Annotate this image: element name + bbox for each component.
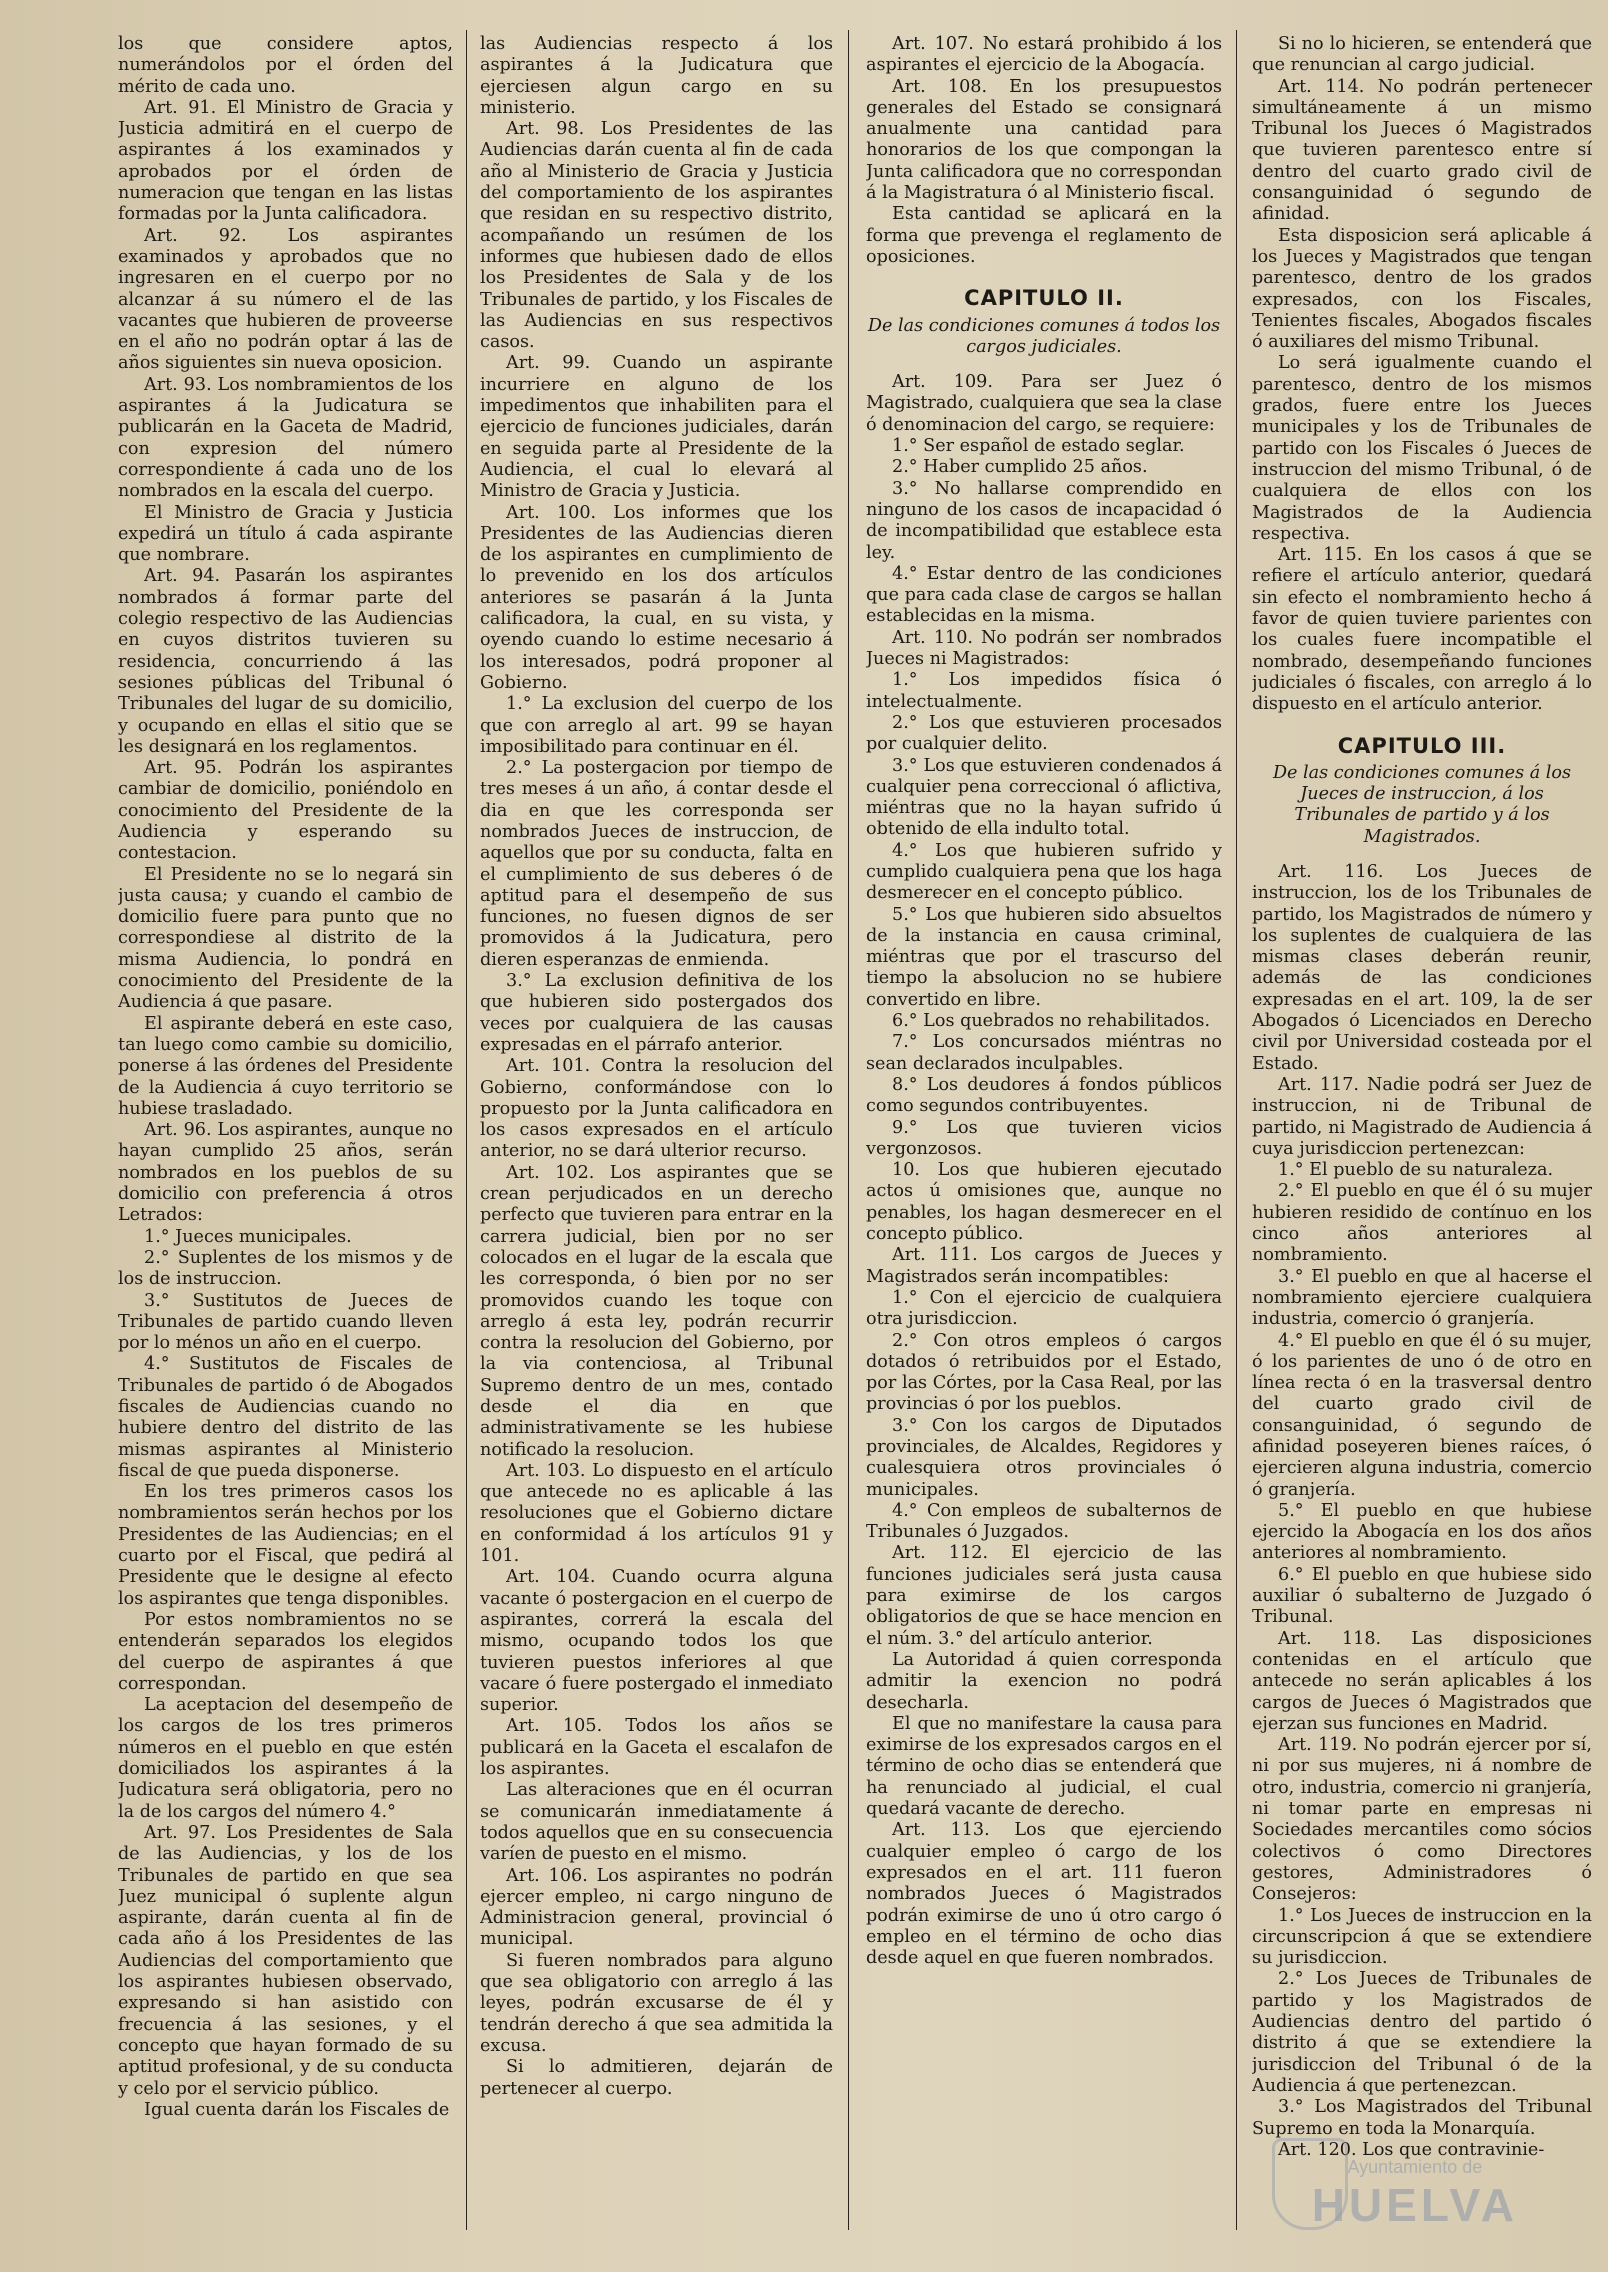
paragraph: Art. 116. Los Jueces de instruccion, los de los Tribunales de partido, los Magistrados de número y los suplentes de cualquiera de las mismas clases deberán reunir, además de las condiciones expresadas en el art. 109, la de ser Abogados ó Licenciados en Derecho civil por Universidad costeada por el Estado.	[1252, 861, 1592, 1074]
paragraph: Si fueren nombrados para alguno que sea obligatorio con arreglo á las leyes, podrán excusarse de él y tendrán derecho á que sea admitida la excusa.	[480, 1950, 833, 2056]
paragraph: Art. 93. Los nombramientos de los aspirantes á la Judicatura se publicarán en la Gaceta de Madrid, con expresion del número correspondiente á cada uno de los nombrados en la escala del cuerpo.	[118, 374, 453, 502]
paragraph: 5.° Los que hubieren sido absueltos de la instancia en causa criminal, miéntras que por el trascurso del tiempo la absolucion no se hubiere convertido en libre.	[866, 904, 1222, 1010]
paragraph: Por estos nombramientos no se entenderán separados los elegidos del cuerpo de aspirantes á que correspondan.	[118, 1609, 453, 1694]
paragraph: En los tres primeros casos los nombramientos serán hechos por los Presidentes de las Audiencias; en el cuarto por el Fiscal, que pedirá al Presidente que le designe al efecto los aspirantes que tenga disponibles.	[118, 1482, 453, 1609]
chapter-subtitle: De las condiciones comunes á los Jueces de instruccion, á los Tribunales de partido y á los Magistrados.	[1272, 762, 1572, 847]
paragraph: El Ministro de Gracia y Justicia expedirá un título á cada aspirante que nombrare.	[118, 502, 453, 566]
column-rule-3	[1236, 30, 1237, 2230]
paragraph: 3.° Sustitutos de Jueces de Tribunales de partido cuando lleven por lo ménos un año en el cuerpo.	[118, 1290, 453, 1354]
paragraph: 1.° Los Jueces de instruccion en la circunscripcion á que se extendiere su jurisdiccion.	[1252, 1905, 1592, 1969]
text-column-3	[866, 34, 1222, 2254]
paragraph: Art. 120. Los que contravinie-	[1278, 2139, 1545, 2160]
paragraph: 4.° Estar dentro de las condiciones que para cada clase de cargos se hallan establecidas en la misma.	[866, 563, 1222, 627]
paragraph: Art. 96. Los aspirantes, aunque no hayan cumplido 25 años, serán nombrados en los pueblos de su domicilio con preferencia á otros Letrados:	[118, 1120, 453, 1226]
paragraph: 3.° No hallarse comprendido en ninguno de los casos de incapacidad ó de incompatibilidad que establece esta ley.	[866, 478, 1222, 563]
text-column-4	[1252, 34, 1592, 2254]
paragraph: Art. 94. Pasarán los aspirantes nombrados á formar parte del colegio respectivo de las Audiencias en cuyos distritos tuvieren su residencia, concurriendo á las sesiones públicas del Tribunal ó Tribunales del lugar de su domicilio, y ocupando en ellas el sitio que se les designará en los reglamentos.	[118, 566, 453, 757]
paragraph: 1.° Los impedidos física ó intelectualmente.	[866, 670, 1222, 712]
paragraph: los que considere aptos, numerándolos por el órden del mérito de cada uno.	[118, 34, 453, 97]
paragraph: 6.° El pueblo en que hubiese sido auxiliar ó subalterno de Juzgado ó Tribunal.	[1252, 1564, 1592, 1628]
column-rule-2	[848, 30, 849, 2230]
paragraph: 3.° Con los cargos de Diputados provinciales, de Alcaldes, Regidores y cualesquiera otros provinciales ó municipales.	[866, 1415, 1222, 1500]
paragraph: Art. 107. No estará prohibido á los aspirantes el ejercicio de la Abogacía.	[866, 34, 1222, 76]
paragraph: 4.° Los que hubieren sufrido y cumplido cualquiera pena que los haga desmerecer en el concepto público.	[866, 840, 1222, 904]
paragraph: La Autoridad á quien corresponda admitir la exencion no podrá desecharla.	[866, 1649, 1222, 1713]
paragraph: 7.° Los concursados miéntras no sean declarados inculpables.	[866, 1032, 1222, 1074]
paragraph: Art. 105. Todos los años se publicará en la Gaceta el escalafon de los aspirantes.	[480, 1716, 833, 1780]
paragraph: El Presidente no se lo negará sin justa causa; y cuando el cambio de domicilio fuere para punto que no correspondiese al distrito de la misma Audiencia, lo pondrá en conocimiento del Presidente de la Audiencia á que pasare.	[118, 864, 453, 1013]
paragraph: Art. 99. Cuando un aspirante incurriere en alguno de los impedimentos que inhabiliten para el ejercicio de funciones judiciales, darán en seguida parte al Presidente de la Audiencia, el cual lo elevará al Ministro de Gracia y Justicia.	[480, 353, 833, 502]
archive-watermark	[1312, 2157, 1518, 2232]
paragraph: 1.° Jueces municipales.	[144, 1226, 352, 1247]
paragraph: Art. 97. Los Presidentes de Sala de las Audiencias, y los de los Tribunales de partido en que sea Juez municipal ó suplente algun aspirante, darán cuenta al fin de cada año á los Presidentes de las Audiencias del comportamiento que los aspirantes hubiesen observado, expresando si han asistido con frecuencia á las sesiones, y el concepto que hayan formado de su aptitud profesional, y de su conducta y celo por el servicio público.	[118, 1822, 453, 2099]
paragraph: Art. 109. Para ser Juez ó Magistrado, cualquiera que sea la clase ó denominacion del cargo, se requiere:	[866, 372, 1222, 435]
paragraph: Esta cantidad se aplicará en la forma que prevenga el reglamento de oposiciones.	[866, 204, 1222, 267]
paragraph: 1.° Con el ejercicio de cualquiera otra jurisdiccion.	[866, 1287, 1222, 1330]
paragraph: Art. 117. Nadie podrá ser Juez de instruccion, ni de Tribunal de partido, ni Magistrado de Audiencia á cuya jurisdiccion pertenezcan:	[1252, 1074, 1592, 1159]
paragraph: Esta disposicion será aplicable á los Jueces y Magistrados que tengan parentesco, dentro de los grados expresados, con los Fiscales, Tenientes fiscales, Abogados fiscales ó auxiliares del mismo Tribunal.	[1252, 225, 1592, 353]
paragraph: 5.° El pueblo en que hubiese ejercido la Abogacía en los dos años anteriores al nombramiento.	[1252, 1500, 1592, 1564]
paragraph: Art. 95. Podrán los aspirantes cambiar de domicilio, poniéndolo en conocimiento del Presidente de la Audiencia y esperando su contestacion.	[118, 758, 453, 864]
paragraph: Art. 114. No podrán pertenecer simultáneamente á un mismo Tribunal los Jueces ó Magistrados que tuvieren parentesco entre sí dentro del cuarto grado civil de consanguinidad ó segundo de afinidad.	[1252, 76, 1592, 225]
paragraph: Las alteraciones que en él ocurran se comunicarán inmediatamente á todos aquellos que en su consecuencia varíen de puesto en el mismo.	[480, 1780, 833, 1865]
paragraph: 9.° Los que tuvieren vicios vergonzosos.	[866, 1117, 1222, 1159]
paragraph: Art. 98. Los Presidentes de las Audiencias darán cuenta al fin de cada año al Ministerio de Gracia y Justicia del comportamiento de los aspirantes que residan en su respectivo distrito, acompañando un resúmen de los informes que hubiesen dado de ellos los Presidentes de Sala y de los Tribunales de partido, y los Fiscales de las Audiencias en sus respectivos casos.	[480, 119, 833, 353]
paragraph: Art. 112. El ejercicio de las funciones judiciales será justa causa para eximirse de los cargos obligatorios de que se hace mencion en el núm. 3.° del artículo anterior.	[866, 1543, 1222, 1649]
paragraph: 6.° Los quebrados no rehabilitados.	[892, 1011, 1211, 1032]
paragraph: 2.° Suplentes de los mismos y de los de instruccion.	[118, 1247, 453, 1290]
paragraph: Art. 115. En los casos á que se refiere el artículo anterior, quedará sin efecto el nombramiento hecho á favor de quien tuviere parientes con los cuales fuere incompatible el nombrado, desempeñando funciones judiciales ó fiscales, con arreglo á lo dispuesto en el artículo anterior.	[1252, 545, 1592, 715]
watermark-small-text: Ayuntamiento de	[1347, 2157, 1483, 2177]
paragraph: El que no manifestare la causa para eximirse de los expresados cargos en el término de ocho dias se entenderá que ha renunciado al judicial, el cual quedará vacante de derecho.	[866, 1713, 1222, 1820]
paragraph: 3.° Los Magistrados del Tribunal Supremo en toda la Monarquía.	[1252, 2097, 1592, 2139]
paragraph: 2.° Con otros empleos ó cargos dotados ó retribuidos por el Estado, por las Córtes, por la Casa Real, por las provincias ó por los pueblos.	[866, 1330, 1222, 1415]
text-column-2	[480, 34, 833, 2254]
paragraph: La aceptacion del desempeño de los cargos de los tres primeros números en el pueblo en que estén domiciliados los aspirantes á la Judicatura será obligatoria, pero no la de los cargos del número 4.°	[118, 1695, 453, 1822]
column-rule-1	[466, 30, 467, 2230]
paragraph: Art. 118. Las disposiciones contenidas en el artículo que antecede no serán aplicables á los cargos de Jueces ó Magistrados que ejerzan sus funciones en Madrid.	[1252, 1628, 1592, 1734]
paragraph: 10. Los que hubieren ejecutado actos ú omisiones que, aunque no penables, los hagan desmerecer en el concepto público.	[866, 1160, 1222, 1245]
paragraph: 2.° La postergacion por tiempo de tres meses á un año, á contar desde el dia en que les corresponda ser nombrados Jueces de instruccion, de aquellos que por su conducta, falta en el cumplimiento de sus deberes ó de aptitud para el desempeño de sus funciones, no fuesen dignos de ser promovidos á la Judicatura, pero dieren esperanzas de enmienda.	[480, 758, 833, 970]
paragraph: 2.° Haber cumplido 25 años.	[892, 457, 1148, 478]
paragraph: Igual cuenta darán los Fiscales de	[144, 2099, 450, 2120]
paragraph: 2.° Los que estuvieren procesados por cualquier delito.	[866, 712, 1222, 755]
paragraph: Si no lo hicieren, se entenderá que que renuncian al cargo judicial.	[1252, 34, 1592, 76]
paragraph: 1.° Ser español de estado seglar.	[892, 436, 1185, 457]
paragraph: Art. 108. En los presupuestos generales del Estado se consignará anualmente una cantidad para honorarios de los que compongan la Junta calificadora que no correspondan á la Magistratura ó al Ministerio fiscal.	[866, 76, 1222, 204]
paragraph: 3.° El pueblo en que al hacerse el nombramiento ejerciere cualquiera industria, comercio ó granjería.	[1252, 1266, 1592, 1330]
paragraph: Art. 111. Los cargos de Jueces y Magistrados serán incompatibles:	[866, 1245, 1222, 1287]
paragraph: Si lo admitieren, dejarán de pertenecer al cuerpo.	[480, 2057, 833, 2099]
paragraph: Art. 106. Los aspirantes no podrán ejercer empleo, ni cargo ninguno de Administracion general, provincial ó municipal.	[480, 1865, 833, 1950]
paragraph: Art. 102. Los aspirantes que se crean perjudicados en un derecho perfecto que tuvieren para entrar en la carrera judicial, bien por no ser colocados en el lugar de la escala que les corresponda, ó bien por no ser promovidos cuando les toque con arreglo á esta ley, podrán recurrir contra la resolucion del Gobierno, por la via contenciosa, al Tribunal Supremo dentro de un mes, contado desde el dia en que administrativamente se les hubiese notificado la resolucion.	[480, 1162, 833, 1460]
paragraph: Art. 113. Los que ejerciendo cualquier empleo ó cargo de los expresados en el art. 111 fueron nombrados Jueces ó Magistrados podrán eximirse de uno ú otro cargo ó empleo en el término de ocho dias desde aquel en que fueren nombrados.	[866, 1820, 1222, 1969]
paragraph: 2.° Los Jueces de Tribunales de partido y los Magistrados de Audiencias dentro del partido ó distrito á que se extendiere la jurisdiccion del Tribunal ó de la Audiencia á que pertenezcan.	[1252, 1969, 1592, 2096]
chapter-heading: CAPITULO III.	[1337, 733, 1507, 758]
paragraph: las Audiencias respecto á los aspirantes á la Judicatura que ejerciesen algun cargo en su ministerio.	[480, 34, 833, 118]
paragraph: Lo será igualmente cuando el parentesco, dentro de los mismos grados, fuere entre los Jueces municipales y los de Tribunales de partido con los Fiscales ó Jueces de instruccion del mismo Tribunal, ó de cualquiera de ellos con los Magistrados de la Audiencia respectiva.	[1252, 353, 1592, 544]
paragraph: Art. 100. Los informes que los Presidentes de las Audiencias dieren de los aspirantes en cumplimiento de lo prevenido en los dos artículos anteriores se pasarán á la Junta calificadora, la cual, en su vista, y oyendo cuando lo estime necesario á los interesados, podrá proponer al Gobierno.	[480, 502, 833, 693]
paragraph: Art. 110. No podrán ser nombrados Jueces ni Magistrados:	[866, 627, 1222, 670]
paragraph: 4.° Sustitutos de Fiscales de Tribunales de partido ó de Abogados fiscales de Audiencias cuando no hubiere dentro del distrito de las mismas aspirantes al Ministerio fiscal de que pueda disponerse.	[118, 1354, 453, 1481]
text-column-1	[118, 34, 453, 2254]
watermark-big-text: HUELVA	[1311, 2179, 1518, 2231]
paragraph: El aspirante deberá en este caso, tan luego como cambie su domicilio, ponerse á las órdenes del Presidente de la Audiencia á cuyo territorio se hubiese trasladado.	[118, 1013, 453, 1119]
paragraph: 3.° Los que estuvieren condenados á cualquier pena correccional ó aflictiva, miéntras que no la hayan sufrido ú obtenido de ella indulto total.	[866, 755, 1222, 840]
paragraph: Art. 103. Lo dispuesto en el artículo que antecede no es aplicable á las resoluciones que el Gobierno dictare en conformidad á los artículos 91 y 101.	[480, 1460, 833, 1567]
chapter-heading: CAPITULO II.	[964, 286, 1124, 311]
paragraph: 1.° El pueblo de su naturaleza.	[1278, 1160, 1554, 1181]
paragraph: 2.° El pueblo en que él ó su mujer hubieren residido de contínuo en los cinco años anteriores al nombramiento.	[1252, 1181, 1592, 1266]
paragraph: Art. 119. No podrán ejercer por sí, ni por sus mujeres, ni á nombre de otro, industria, comercio ni granjería, ni tomar parte en empresas ni Sociedades mercantiles como sócios colectivos ó como Directores gestores, Administradores ó Consejeros:	[1252, 1735, 1592, 1905]
paragraph: 1.° La exclusion del cuerpo de los que con arreglo al art. 99 se hayan imposibilitado para continuar en él.	[480, 694, 833, 757]
paragraph: 4.° El pueblo en que él ó su mujer, ó los parientes de uno ó de otro en línea recta ó en la trasversal dentro del cuarto grado civil de consanguinidad, ó segundo de afinidad poseyeren bienes raíces, ó ejercieren alguna industria, comercio ó granjería.	[1252, 1330, 1592, 1500]
paragraph: Art. 91. El Ministro de Gracia y Justicia admitirá en el cuerpo de aspirantes á los examinados y aprobados por el órden de numeracion que tengan en las listas formadas por la Junta calificadora.	[118, 97, 453, 225]
chapter-subtitle: De las condiciones comunes á todos los cargos judiciales.	[867, 315, 1221, 357]
paragraph: Art. 104. Cuando ocurra alguna vacante ó postergacion en el cuerpo de aspirantes, correrá la escala del mismo, ocupando todos los que tuvieren puestos inferiores al que vacare ó fuere postergado el inmediato superior.	[480, 1567, 833, 1716]
paragraph: 8.° Los deudores á fondos públicos como segundos contribuyentes.	[866, 1074, 1222, 1117]
paragraph: 3.° La exclusion definitiva de los que hubieren sido postergados dos veces por cualquiera de las causas expresadas en el párrafo anterior.	[480, 971, 833, 1055]
paragraph: 4.° Con empleos de subalternos de Tribunales ó Juzgados.	[866, 1500, 1222, 1543]
paragraph: Art. 101. Contra la resolucion del Gobierno, conformándose con lo propuesto por la Junta calificadora en los casos expresados en el artículo anterior, no se dará ulterior recurso.	[480, 1056, 833, 1162]
paragraph: Art. 92. Los aspirantes examinados y aprobados que no ingresaren en el cuerpo por no alcanzar á su número el de las vacantes que hubieren de proveerse en el año no podrán optar á las de años siguientes sin nueva oposicion.	[118, 225, 453, 374]
